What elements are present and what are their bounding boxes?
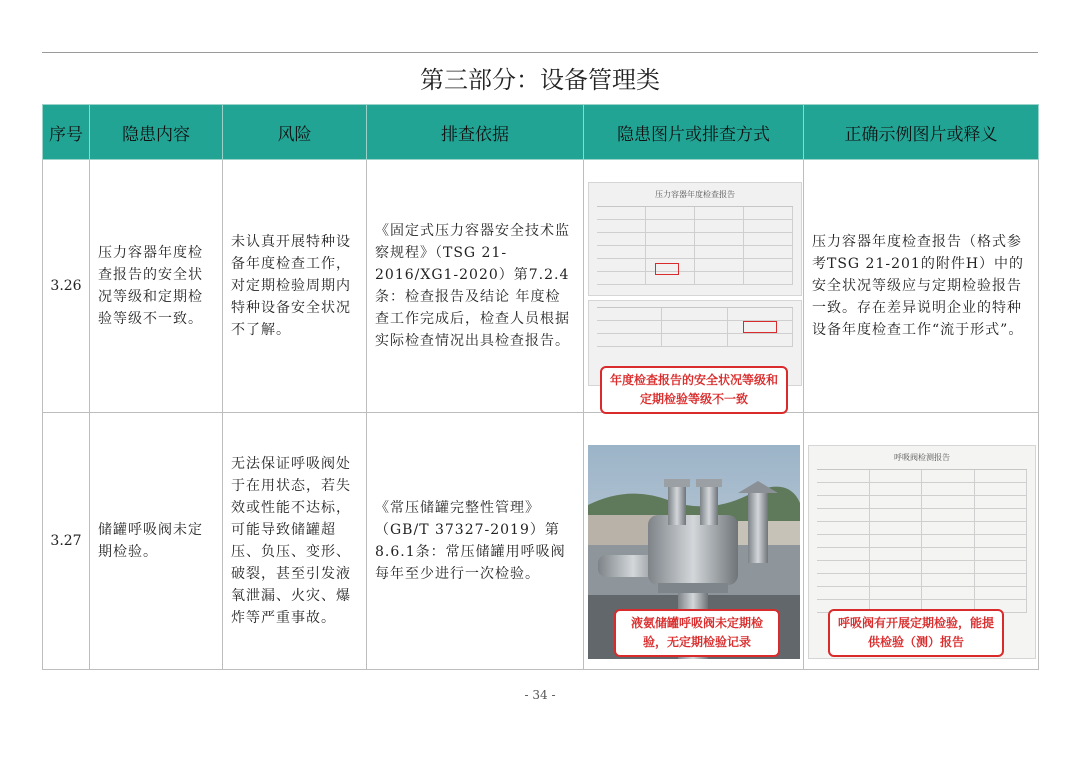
page-title: 第三部分：设备管理类: [420, 66, 660, 94]
risk-text: 无法保证呼吸阀处于在用状态，若失效或性能不达标，可能导致储罐超压、负压、变形、破裂，甚至引发液氧泄漏、火灾、爆炸等严重事故。: [231, 456, 351, 626]
risk-cell: [223, 413, 367, 670]
hazard-image-cell: [584, 413, 804, 670]
header-row: [43, 105, 1039, 160]
highlight-box: [655, 263, 679, 275]
header-risk: 风险: [223, 105, 367, 160]
page-number: - 34 -: [524, 688, 556, 702]
hazard-cell: [90, 160, 223, 413]
correct-cell: [804, 160, 1039, 413]
table-row: [43, 160, 1039, 413]
report-title: 压力容器年度检查报告: [655, 190, 735, 199]
header-correct-example: 正确示例图片或释义: [804, 105, 1039, 160]
header-hazard-image: 隐患图片或排查方式: [584, 105, 804, 160]
header-no: 序号: [43, 105, 90, 160]
risk-cell: [223, 160, 367, 413]
correct-callout: 呼吸阀有开展定期检验，能提供检验（测）报告: [828, 609, 1004, 657]
risk-text: 未认真开展特种设备年度检查工作，对定期检验周期内特种设备安全状况不了解。: [231, 234, 351, 338]
top-rule: [42, 52, 1038, 53]
table-row: [43, 413, 1039, 670]
highlight-box: [743, 321, 777, 333]
header-hazard: 隐患内容: [90, 105, 223, 160]
hazard-text: 储罐呼吸阀未定期检验。: [98, 522, 203, 560]
correct-text: 压力容器年度检查报告（格式参考TSG 21-201的附件H）中的安全状况等级应与定期检验报告一致。存在差异说明企业的特种设备年度检查工作“流于形式”。: [812, 234, 1025, 338]
hazard-callout: 年度检查报告的安全状况等级和定期检验等级不一致: [600, 366, 788, 414]
header-basis: 排查依据: [367, 105, 584, 160]
hazard-cell: [90, 413, 223, 670]
correct-image-cell: [804, 413, 1039, 670]
row-number: 3.27: [43, 413, 90, 670]
basis-cell: [367, 160, 584, 413]
hazard-image-cell: [584, 160, 804, 413]
basis-cell: [367, 413, 584, 670]
basis-text: 《固定式压力容器安全技术监察规程》（TSG 21-2016/XG1-2020）第7.2.4条：检查报告及结论 年度检查工作完成后，检查人员根据实际检查情况出具检查报告。: [375, 223, 570, 349]
row-number: 3.26: [43, 160, 90, 413]
hazard-callout: 液氨储罐呼吸阀未定期检验，无定期检验记录: [614, 609, 780, 657]
hazard-text: 压力容器年度检查报告的安全状况等级和定期检验等级不一致。: [98, 245, 203, 327]
inspection-report-image: [588, 182, 802, 296]
valve-report-title: 呼吸阀检测报告: [894, 453, 950, 462]
hazard-table: [42, 104, 1039, 670]
basis-text: 《常压储罐完整性管理》（GB/T 37327-2019）第8.6.1条：常压储罐用呼吸阀每年至少进行一次检验。: [375, 500, 566, 582]
